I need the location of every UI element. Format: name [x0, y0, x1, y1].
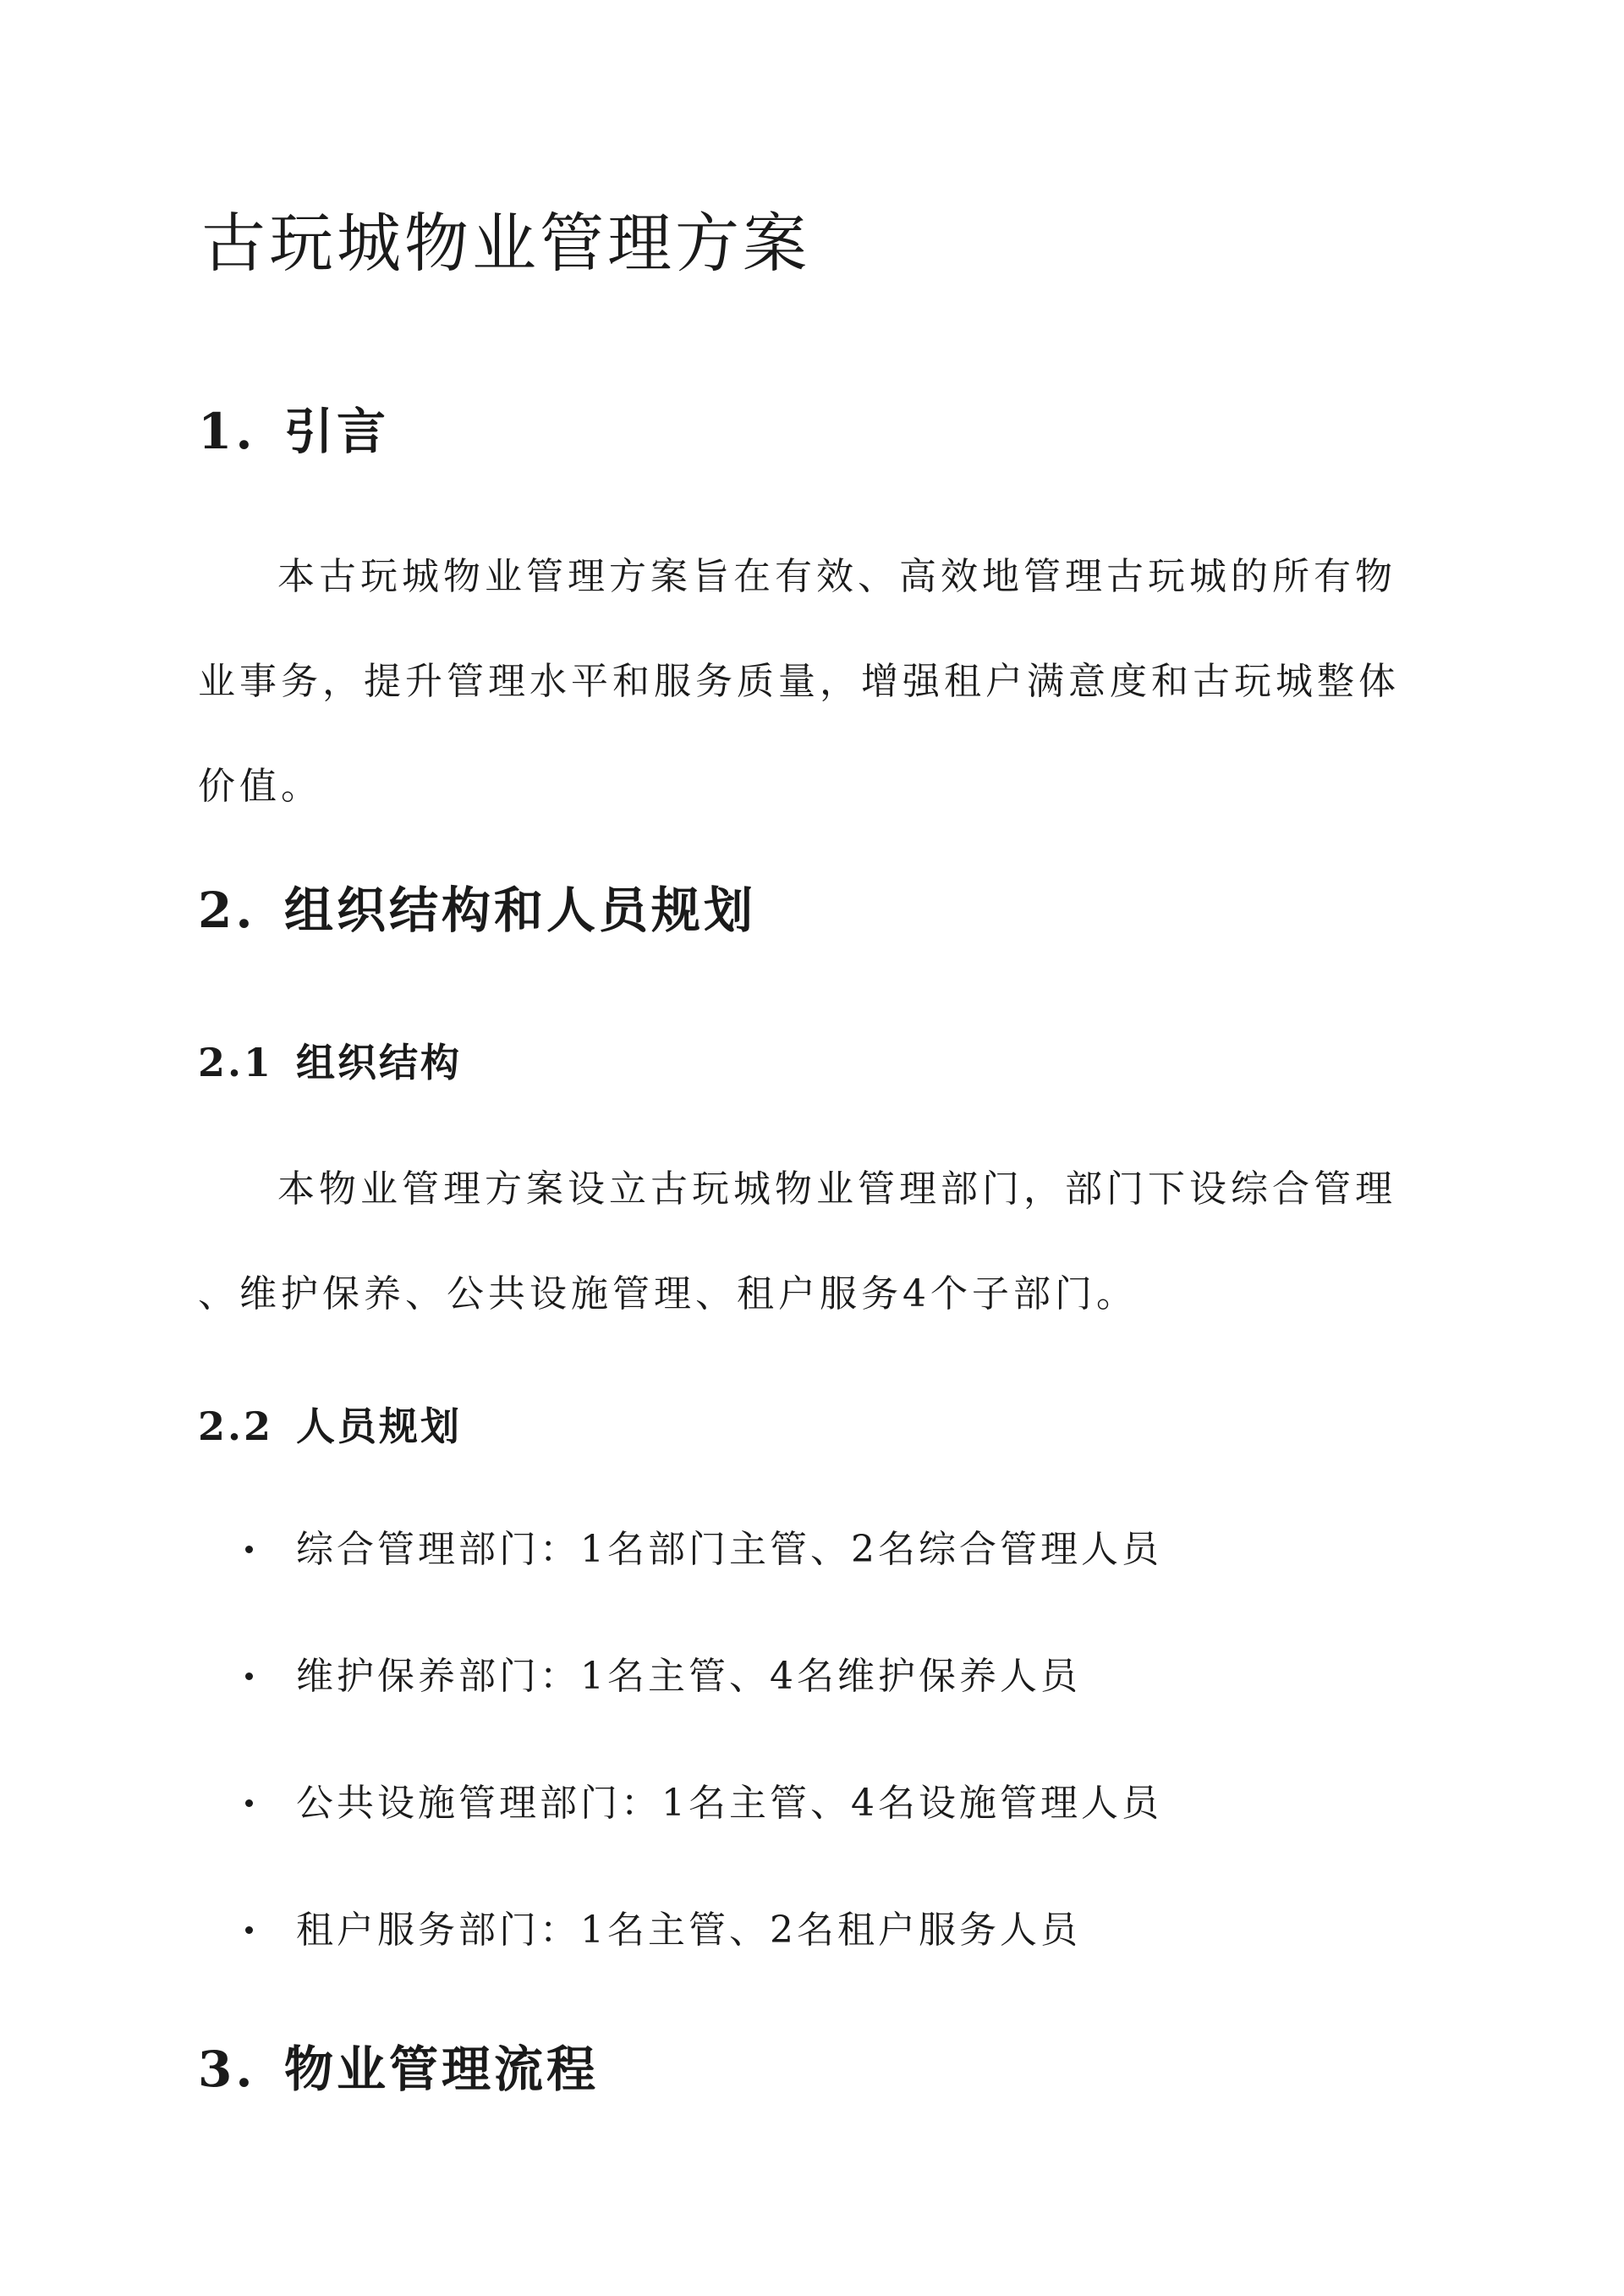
subsection-2-2-heading [198, 1399, 462, 1453]
subsection-2-2-number: 2.2 [198, 1403, 274, 1449]
bullet-dot-icon [245, 1673, 253, 1680]
list-item-text: 租户服务部门：1名主管、2名租户服务人员 [296, 1909, 1081, 1952]
list-item-text: 维护保养部门：1名主管、4名维护保养人员 [296, 1655, 1081, 1698]
document-title: 古玩城物业管理方案 [201, 206, 810, 281]
section-1-number: 1. [198, 403, 256, 460]
subsection-2-1-number: 2.1 [198, 1040, 274, 1085]
section-2-heading [198, 876, 756, 944]
list-item-text: 公共设施管理部门：1名主管、4名设施管理人员 [296, 1782, 1162, 1825]
list-item-text: 综合管理部门：1名部门主管、2名综合管理人员 [296, 1528, 1162, 1571]
section-2-number: 2. [198, 882, 256, 939]
subsection-2-1-paragraph [198, 1137, 1433, 1347]
paragraph-line: 本古玩城物业管理方案旨在有效、高效地管理古玩城的所有物 [277, 555, 1396, 598]
subsection-2-1-heading [198, 1035, 462, 1090]
section-2-title: 组织结构和人员规划 [284, 882, 757, 939]
section-1-heading [198, 398, 389, 465]
paragraph-line: 、维护保养、公共设施管理、租户服务4个子部门。 [198, 1272, 1138, 1316]
subsection-2-2-title: 人员规划 [296, 1403, 462, 1449]
paragraph-line: 本物业管理方案设立古玩城物业管理部门，部门下设综合管理 [277, 1167, 1396, 1211]
bullet-dot-icon [245, 1546, 253, 1553]
paragraph-line: 业事务，提升管理水平和服务质量，增强租户满意度和古玩城整体 [198, 660, 1400, 703]
subsection-2-1-title: 组织结构 [296, 1040, 462, 1085]
section-1-paragraph [198, 525, 1433, 839]
section-3-title: 物业管理流程 [284, 2041, 600, 2098]
section-1-title: 引言 [284, 403, 390, 460]
bullet-dot-icon [245, 1799, 253, 1807]
paragraph-line: 价值。 [198, 765, 322, 808]
section-3-heading [198, 2035, 599, 2103]
bullet-dot-icon [245, 1926, 253, 1934]
section-3-number: 3. [198, 2041, 256, 2098]
